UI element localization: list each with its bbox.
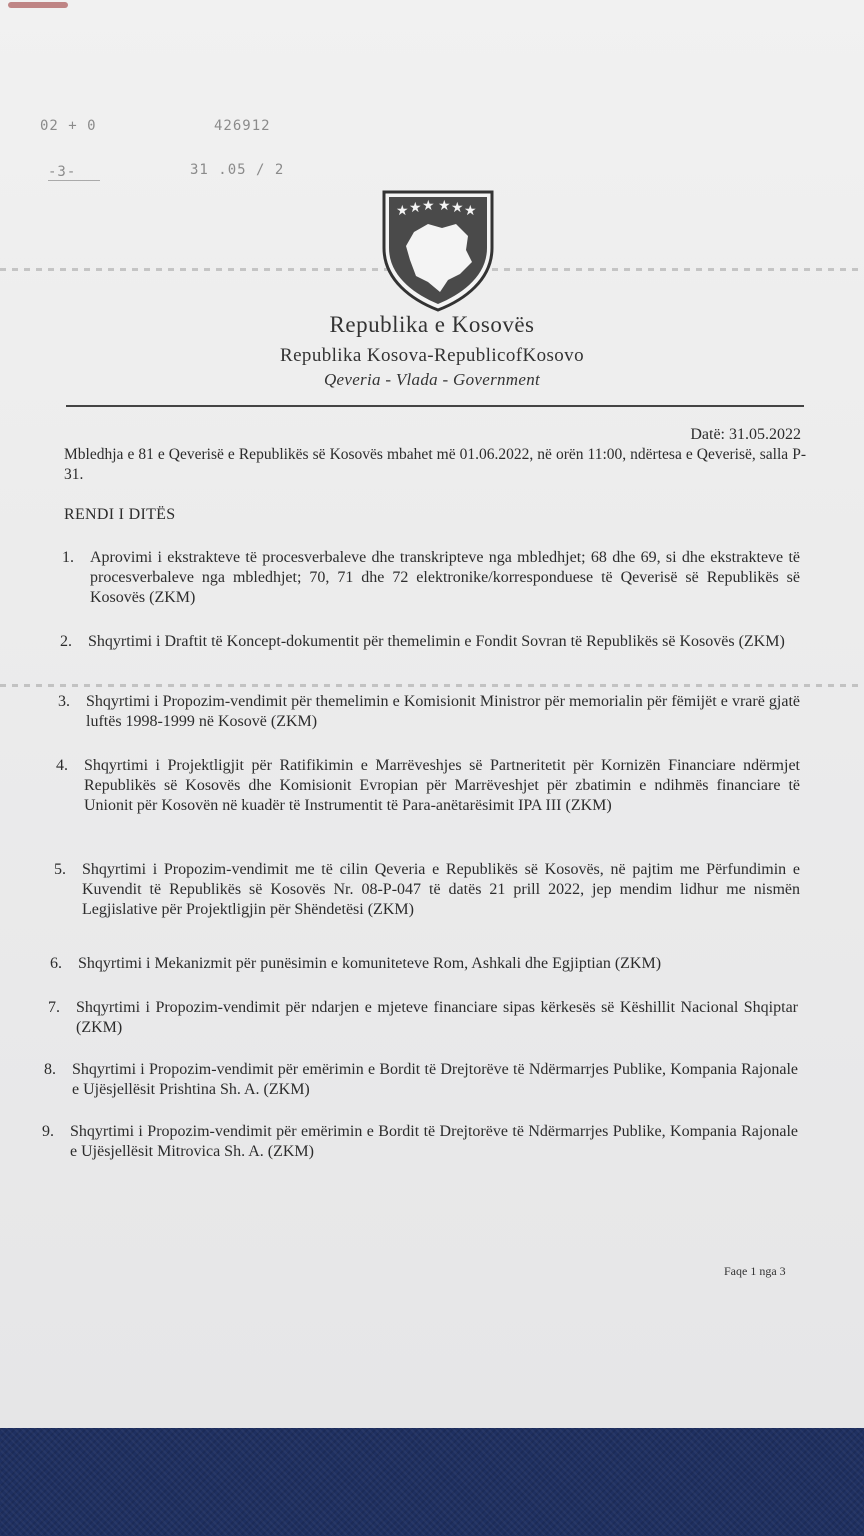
background-fabric [0,1428,864,1536]
svg-text:★: ★ [422,198,435,214]
agenda-item-text: Shqyrtimi i Propozim-vendimit për emërimin e Bordit të Drejtorëve të Ndërmarrjes Publike, Kompania Rajonale e Ujësjellësit Prishtina Sh. A. (ZKM) [72,1061,798,1098]
agenda-item [54,860,800,920]
agenda-item [48,998,798,1038]
header-republic-albanian: Republika e Kosovës [329,312,535,337]
kosovo-coat-of-arms-icon [380,188,496,312]
paper-fold-line [0,684,864,687]
svg-text:★: ★ [451,200,464,216]
agenda-item-number: 6. [50,955,62,972]
handwritten-protocol-number: 426912 [214,118,271,134]
agenda-item-text: Shqyrtimi i Draftit të Koncept-dokumentit për themelimin e Fondit Sovran të Republikës së Kosovës (ZKM) [88,633,785,650]
page-number: Faqe 1 nga 3 [724,1264,786,1278]
agenda-item-number: 9. [42,1123,54,1140]
agenda-item-number: 4. [56,757,68,774]
agenda-item [58,692,800,732]
agenda-item [60,632,800,652]
header-republic-multilingual: Republika Kosova-RepublicofKosovo [280,345,584,366]
agenda-item-number: 8. [44,1061,56,1078]
agenda-item [50,954,800,974]
document-date: Datë: 31.05.2022 [690,426,801,443]
agenda-item-number: 3. [58,693,70,710]
svg-text:★: ★ [464,203,477,219]
agenda-item-text: Shqyrtimi i Projektligjit për Ratifikimin e Marrëveshjes së Partneritetit për Kornizën Financiare ndërmjet Republikës së Kosovës dhe Komisionit Evropian për Marrëveshjet për zbatimin e ndihmës financiare të Unionit për Kosovën në kuadër të Instrumentit të Para-anëtarësimit IPA III (ZKM) [84,757,800,814]
handwritten-page-marker: -3- [48,164,100,181]
agenda-item-text: Aprovimi i ekstrakteve të procesverbaleve dhe transkripteve nga mbledhjet; 68 dhe 69, si dhe ekstrakteve të procesverbaleve nga mbledhjet; 70, 71 dhe 72 elektronike/korresponduese të Qeverisë së Republikës së Kosovës (ZKM) [90,549,800,606]
agenda-item [44,1060,798,1100]
handwritten-code-left: 02 + 0 [40,118,97,134]
agenda-item [62,548,800,608]
svg-text:★: ★ [396,203,409,219]
handwritten-date: 31 .05 / 2 [190,162,285,178]
header-government: Qeveria - Vlada - Government [323,370,541,389]
agenda-item-text: Shqyrtimi i Propozim-vendimit për emërimin e Bordit të Drejtorëve të Ndërmarrjes Publike, Kompania Rajonale e Ujësjellësit Mitrovica Sh. A. (ZKM) [70,1123,798,1160]
agenda-item-number: 5. [54,861,66,878]
corner-mark [8,2,68,8]
agenda-item-number: 1. [62,549,74,566]
agenda-title: RENDI I DITËS [64,506,176,523]
agenda-item [56,756,800,816]
meeting-intro: Mbledhja e 81 e Qeverisë e Republikës së Kosovës mbahet më 01.06.2022, në orën 11:00, ndërtesa e Qeverisë, salla P-31. [64,446,806,483]
svg-text:★: ★ [409,200,422,216]
agenda-item-text: Shqyrtimi i Mekanizmit për punësimin e komuniteteve Rom, Ashkali dhe Egjiptian (ZKM) [78,955,662,972]
agenda-item-number: 7. [48,999,60,1016]
agenda-item [42,1122,798,1162]
agenda-item-text: Shqyrtimi i Propozim-vendimit për ndarjen e mjeteve financiare sipas kërkesës së Këshillit Nacional Shqiptar (ZKM) [76,999,798,1036]
svg-text:★: ★ [438,198,451,214]
agenda-item-number: 2. [60,633,72,650]
header-divider [66,405,804,407]
agenda-item-text: Shqyrtimi i Propozim-vendimit me të cilin Qeveria e Republikës së Kosovës, në pajtim me Përfundimin e Kuvendit të Republikës së Kosovës Nr. 08-P-047 të datës 21 prill 2022, jep mendim lidhur me nismën Legjislative për Projektligjin për Shëndetësi (ZKM) [82,861,800,918]
agenda-item-text: Shqyrtimi i Propozim-vendimit për themelimin e Komisionit Ministror për memorialin për fëmijët e vrarë gjatë luftës 1998-1999 në Kosovë (ZKM) [86,693,800,730]
